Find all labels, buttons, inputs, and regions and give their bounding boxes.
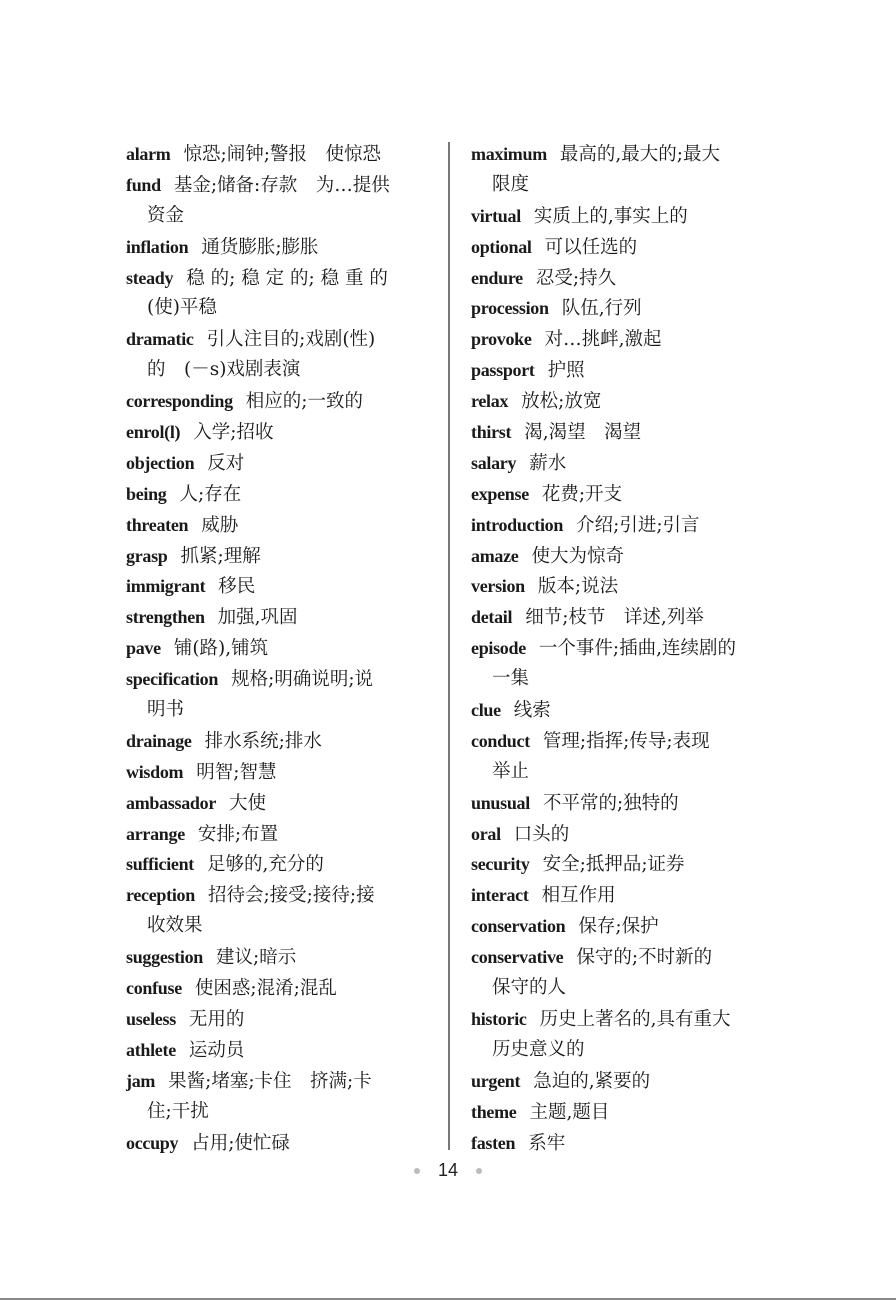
headword: procession <box>471 298 549 319</box>
entry-line <box>471 1097 777 1128</box>
vocab-entry <box>471 510 777 541</box>
headword: provoke <box>471 329 532 350</box>
entry-line <box>471 849 777 880</box>
definition: (使)平稳 <box>147 297 217 319</box>
headword: conduct <box>471 730 530 751</box>
entry-line <box>126 1035 432 1066</box>
vocab-entry <box>471 602 777 633</box>
vocab-entry <box>126 849 432 880</box>
entry-line <box>126 479 432 510</box>
vocab-entry <box>126 417 432 448</box>
vocab-entry <box>471 1066 777 1097</box>
entry-line <box>126 263 432 294</box>
headword: historic <box>471 1008 527 1029</box>
entry-continuation-line <box>126 355 432 386</box>
headword: conservative <box>471 947 564 968</box>
headword: immigrant <box>126 576 206 597</box>
headword: pave <box>126 638 161 659</box>
entry-continuation-line <box>126 911 432 942</box>
vocab-entry <box>126 510 432 541</box>
definition: 安全;抵押品;证券 <box>542 854 685 876</box>
page-footer <box>0 1160 896 1181</box>
entry-line <box>471 417 777 448</box>
headword: corresponding <box>126 391 233 412</box>
definition: 薪水 <box>529 452 567 474</box>
definition: 无用的 <box>188 1008 245 1030</box>
headword: sufficient <box>126 854 194 875</box>
definition: 相应的;一致的 <box>245 391 364 413</box>
entry-line <box>471 232 777 263</box>
headword: unusual <box>471 792 530 813</box>
headword: steady <box>126 267 174 288</box>
entry-line <box>471 1004 777 1035</box>
vocab-entry <box>471 232 777 263</box>
headword: maximum <box>471 144 547 164</box>
entry-line <box>471 695 777 726</box>
vocab-entry <box>126 541 432 572</box>
entry-line <box>126 1004 432 1035</box>
definition: 历史上著名的,具有重大 <box>539 1008 731 1030</box>
definition: 忍受;持久 <box>535 267 617 289</box>
vocab-entry <box>126 263 432 325</box>
vocab-entry <box>471 355 777 386</box>
definition: 限度 <box>492 173 530 195</box>
headword: virtual <box>471 205 521 226</box>
definition: 规格;明确说明;说 <box>231 669 374 691</box>
vocab-entry <box>126 571 432 602</box>
headword: jam <box>126 1070 156 1091</box>
vocab-entry <box>126 757 432 788</box>
definition: 排水系统;排水 <box>204 730 322 752</box>
definition: 抓紧;理解 <box>180 545 261 567</box>
vocab-entry <box>126 1004 432 1035</box>
definition: 明智;智慧 <box>196 761 277 783</box>
entry-line <box>471 263 777 294</box>
definition: 可以任选的 <box>544 236 638 258</box>
definition: 历史意义的 <box>492 1038 585 1060</box>
vocab-entry <box>471 541 777 572</box>
vocab-entry <box>126 788 432 819</box>
vocab-entry <box>126 170 432 232</box>
entry-line <box>126 324 432 355</box>
definition: 果酱;堵塞;卡住 挤满;卡 <box>168 1070 372 1092</box>
headword: drainage <box>126 730 192 751</box>
definition: 加强,巩固 <box>217 607 298 629</box>
definition: 护照 <box>547 360 585 382</box>
headword: episode <box>471 638 526 659</box>
vocab-entry <box>471 479 777 510</box>
vocab-entry <box>471 849 777 880</box>
vocab-entry <box>126 819 432 850</box>
definition: 住;干扰 <box>147 1100 209 1122</box>
headword: grasp <box>126 545 168 566</box>
entry-line <box>471 201 777 232</box>
headword: detail <box>471 607 513 628</box>
vocab-entry <box>471 263 777 294</box>
column-divider <box>448 142 450 1150</box>
definition: 的 (－s)戏剧表演 <box>147 359 301 381</box>
vocab-entry <box>126 324 432 386</box>
headword: fund <box>126 174 161 195</box>
entry-continuation-line <box>471 170 777 201</box>
definition: 运动员 <box>188 1039 245 1061</box>
headword: optional <box>471 236 532 257</box>
vocab-entry <box>126 973 432 1004</box>
definition: 占用;使忙碌 <box>191 1132 290 1154</box>
bullet-dot-icon <box>414 1168 420 1174</box>
definition: 安排;布置 <box>197 823 279 845</box>
definition: 举止 <box>492 760 530 782</box>
definition: 反对 <box>207 452 245 474</box>
definition: 不平常的;独特的 <box>542 792 679 814</box>
vocab-entry <box>471 911 777 942</box>
definition: 收效果 <box>147 915 203 937</box>
page-number: 14 <box>437 1160 459 1180</box>
headword: fasten <box>471 1132 516 1153</box>
definition: 铺(路),铺筑 <box>173 638 269 660</box>
definition: 引人注目的;戏剧(性) <box>206 329 376 351</box>
vocab-entry <box>471 819 777 850</box>
headword: oral <box>471 823 501 844</box>
definition: 对…挑衅,激起 <box>544 329 662 351</box>
entry-line <box>126 139 432 170</box>
entry-line <box>126 510 432 541</box>
definition: 稳 的; 稳 定 的; 稳 重 的 <box>186 267 388 289</box>
entry-continuation-line <box>471 664 777 695</box>
right-column <box>471 139 777 1158</box>
entry-line <box>126 1128 432 1159</box>
entry-line <box>471 942 777 973</box>
definition: 管理;指挥;传导;表现 <box>542 730 710 752</box>
headword: athlete <box>126 1039 176 1060</box>
entry-line <box>126 973 432 1004</box>
headword: alarm <box>126 144 171 164</box>
definition: 相互作用 <box>541 885 616 907</box>
headword: useless <box>126 1008 176 1029</box>
definition: 放松;放宽 <box>521 391 602 413</box>
entry-continuation-line <box>126 695 432 726</box>
entry-line <box>471 355 777 386</box>
entry-line <box>126 726 432 757</box>
headword: relax <box>471 391 509 412</box>
vocab-entry <box>126 386 432 417</box>
entry-line <box>471 448 777 479</box>
entry-line <box>471 293 777 324</box>
headword: threaten <box>126 514 189 535</box>
vocab-entry <box>471 633 777 695</box>
headword: occupy <box>126 1132 179 1153</box>
vocab-entry <box>471 201 777 232</box>
entry-line <box>471 139 777 170</box>
vocab-entry <box>471 1128 777 1159</box>
vocab-entry <box>471 726 777 788</box>
vocab-entry <box>471 695 777 726</box>
entry-line <box>126 788 432 819</box>
headword: interact <box>471 885 529 906</box>
entry-continuation-line <box>126 293 432 324</box>
entry-line <box>471 602 777 633</box>
vocab-entry <box>471 788 777 819</box>
entry-continuation-line <box>126 201 432 232</box>
definition: 细节;枝节 详述,列举 <box>525 607 704 629</box>
entry-line <box>471 510 777 541</box>
entry-line <box>126 602 432 633</box>
definition: 线索 <box>513 700 551 722</box>
headword: introduction <box>471 514 564 535</box>
entry-line <box>471 1066 777 1097</box>
vocab-entry <box>126 139 432 170</box>
definition: 资金 <box>147 204 185 226</box>
entry-line <box>126 819 432 850</box>
entry-line <box>126 571 432 602</box>
definition: 保守的人 <box>492 977 567 999</box>
entry-line <box>126 942 432 973</box>
headword: objection <box>126 452 195 473</box>
definition: 主题,题目 <box>529 1101 610 1123</box>
entry-line <box>126 541 432 572</box>
entry-line <box>126 170 432 201</box>
definition: 建议;暗示 <box>216 947 297 969</box>
entry-line <box>471 819 777 850</box>
entry-line <box>126 664 432 695</box>
definition: 惊恐;闹钟;警报 使惊恐 <box>183 144 381 165</box>
entry-line <box>126 1066 432 1097</box>
definition: 足够的,充分的 <box>207 854 324 876</box>
vocab-entry <box>126 602 432 633</box>
definition: 保存;保护 <box>578 916 659 938</box>
definition: 移民 <box>218 576 256 598</box>
definition: 大使 <box>229 792 267 814</box>
entry-line <box>126 849 432 880</box>
vocab-entry <box>471 324 777 355</box>
headword: endure <box>471 267 523 288</box>
headword: version <box>471 576 525 597</box>
vocab-entry <box>471 1004 777 1066</box>
entry-line <box>471 324 777 355</box>
headword: expense <box>471 483 529 504</box>
entry-line <box>126 232 432 263</box>
vocab-entry <box>471 386 777 417</box>
definition: 通货膨胀;膨胀 <box>201 236 319 258</box>
entry-line <box>126 417 432 448</box>
entry-line <box>471 386 777 417</box>
definition: 人;存在 <box>179 483 242 505</box>
definition: 保守的;不时新的 <box>576 947 713 969</box>
headword: security <box>471 854 530 875</box>
definition: 使困惑;混淆;混乱 <box>194 978 337 1000</box>
vocab-entry <box>471 139 777 201</box>
entry-continuation-line <box>471 973 777 1004</box>
entry-continuation-line <box>126 1097 432 1128</box>
entry-line <box>126 448 432 479</box>
definition: 口头的 <box>513 823 570 845</box>
entry-line <box>471 726 777 757</box>
vocab-entry <box>126 633 432 664</box>
vocab-entry <box>126 232 432 263</box>
vocab-entry <box>471 942 777 1004</box>
definition: 威胁 <box>201 514 239 536</box>
entry-line <box>471 541 777 572</box>
headword: wisdom <box>126 761 184 782</box>
headword: dramatic <box>126 329 194 350</box>
headword: confuse <box>126 978 182 999</box>
definition: 系牢 <box>528 1132 566 1154</box>
vocab-entry <box>126 942 432 973</box>
headword: conservation <box>471 916 566 937</box>
entry-line <box>126 386 432 417</box>
vocab-entry <box>126 880 432 942</box>
vocab-entry <box>126 726 432 757</box>
definition: 明书 <box>147 699 185 721</box>
entry-line <box>471 633 777 664</box>
definition: 入学;招收 <box>193 422 274 444</box>
vocab-entry <box>471 448 777 479</box>
vocab-entry <box>126 479 432 510</box>
headword: suggestion <box>126 947 204 968</box>
entry-line <box>126 757 432 788</box>
vocab-entry <box>126 664 432 726</box>
vocab-entry <box>126 448 432 479</box>
entry-line <box>126 633 432 664</box>
definition: 实质上的,事实上的 <box>533 205 688 227</box>
entry-continuation-line <box>471 1035 777 1066</box>
definition: 介绍;引进;引言 <box>576 514 700 536</box>
vocab-entry <box>471 293 777 324</box>
headword: reception <box>126 885 195 906</box>
entry-line <box>471 911 777 942</box>
left-column <box>126 139 432 1158</box>
entry-line <box>471 880 777 911</box>
vocab-entry <box>471 417 777 448</box>
headword: strengthen <box>126 607 205 628</box>
definition: 急迫的,紧要的 <box>533 1070 651 1092</box>
entry-line <box>471 788 777 819</box>
definition: 最高的,最大的;最大 <box>559 144 721 165</box>
entry-continuation-line <box>471 757 777 788</box>
vocab-entry <box>126 1035 432 1066</box>
headword: inflation <box>126 236 189 257</box>
definition: 队伍,行列 <box>561 298 642 320</box>
vocab-entry <box>126 1066 432 1128</box>
headword: urgent <box>471 1070 521 1091</box>
definition: 使大为惊奇 <box>531 545 624 567</box>
headword: specification <box>126 669 219 690</box>
definition: 渴,渴望 渴望 <box>524 422 642 444</box>
headword: passport <box>471 360 535 381</box>
headword: salary <box>471 452 517 473</box>
entry-line <box>471 479 777 510</box>
definition: 招待会;接受;接待;接 <box>207 885 375 907</box>
headword: being <box>126 483 167 504</box>
definition: 一个事件;插曲,连续剧的 <box>538 638 737 660</box>
headword: theme <box>471 1101 517 1122</box>
headword: ambassador <box>126 792 217 813</box>
headword: thirst <box>471 422 512 443</box>
bullet-dot-icon <box>476 1168 482 1174</box>
entry-line <box>471 1128 777 1159</box>
headword: arrange <box>126 823 185 844</box>
definition: 基金;储备:存款 为…提供 <box>173 174 390 196</box>
vocab-entry <box>126 1128 432 1159</box>
definition: 版本;说法 <box>537 576 619 598</box>
entry-line <box>471 571 777 602</box>
headword: clue <box>471 700 501 721</box>
vocab-entry <box>471 571 777 602</box>
vocab-entry <box>471 1097 777 1128</box>
entry-line <box>126 880 432 911</box>
vocab-entry <box>471 880 777 911</box>
definition: 一集 <box>492 668 530 690</box>
definition: 花费;开支 <box>541 483 623 505</box>
headword: amaze <box>471 545 519 566</box>
headword: enrol(l) <box>126 422 181 443</box>
